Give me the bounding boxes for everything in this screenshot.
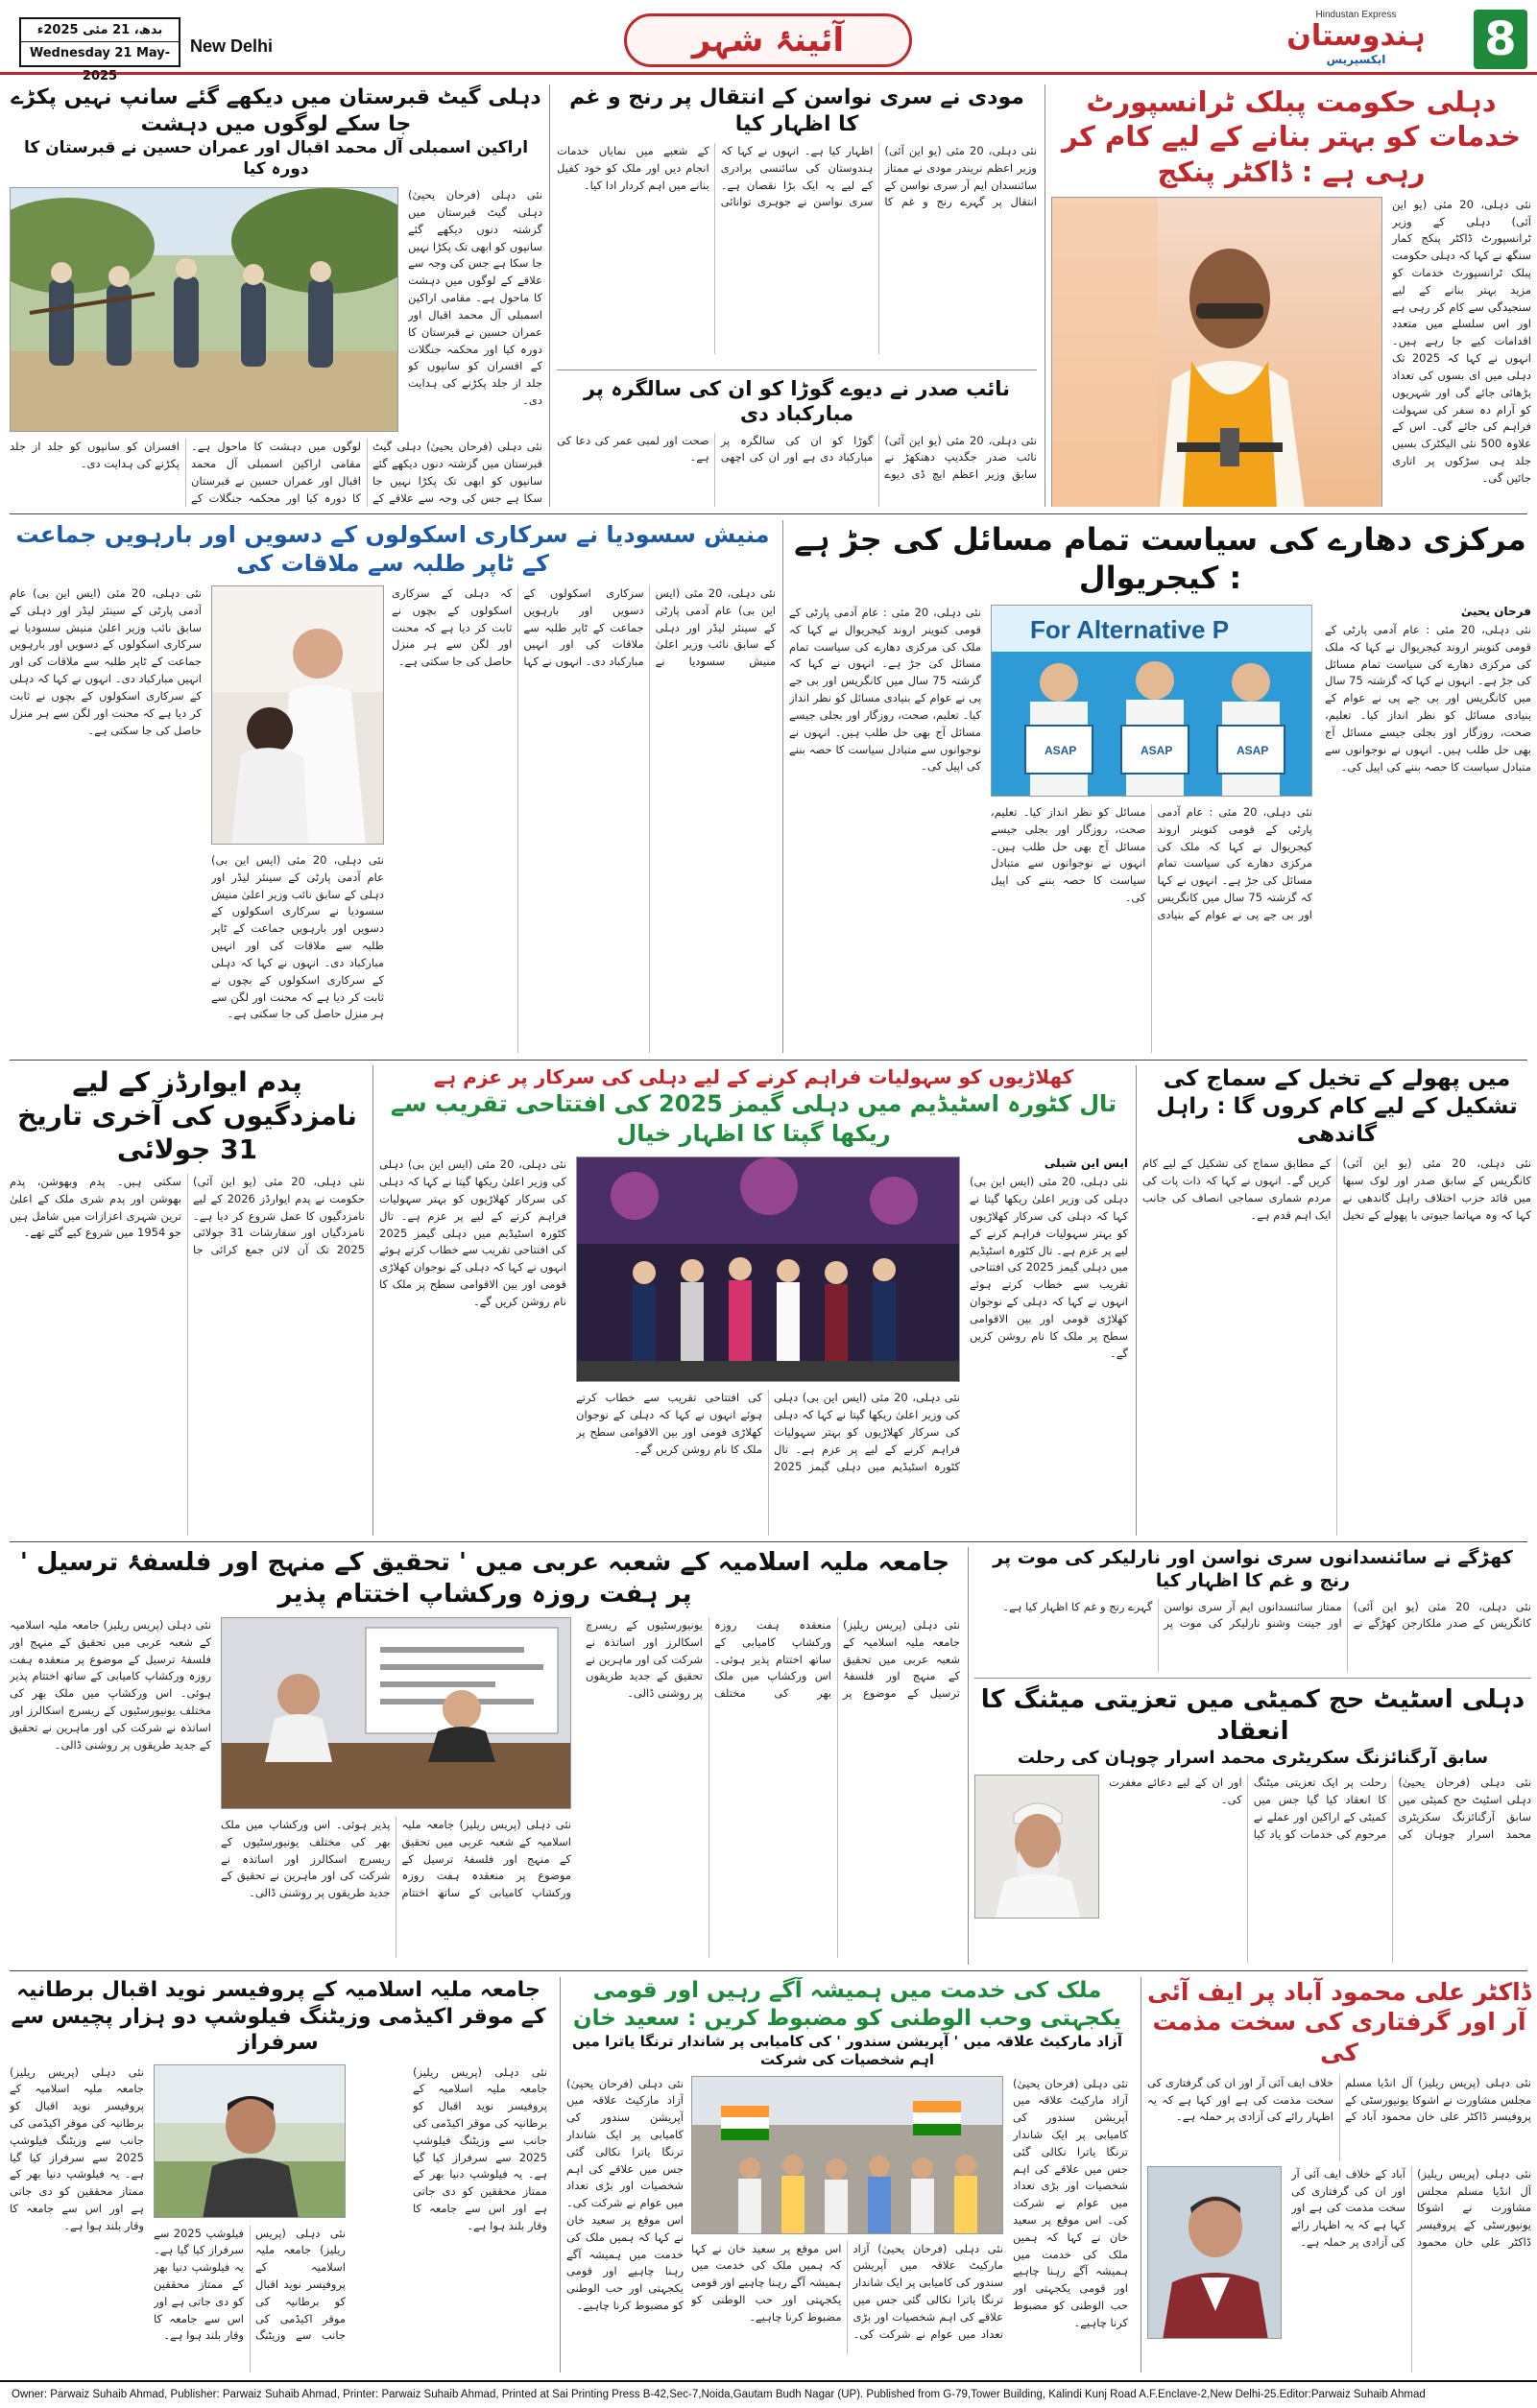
article-body-left-column: نئی دہلی (فرحان یحییٰ) آزاد مارکیٹ علاقہ میں آپریشن سندور کی کامیابی پر ایک شاندار ترنگا یاترا نکالی گئی جس میں علاقے کی اہم شخصیات اور بڑی تعداد میں عوام نے شرکت کی۔ اس موقع پر سعید خان نے کہا کہ ہمیں ملک کی خدمت میں ہمیشہ آگے رہنا چاہیے اور قومی یکجہتی اور حب الوطنی کو مضبوط کرنا چاہیے۔ <box>566 2076 684 2313</box>
photo-banner-text: For Alternative P <box>1030 615 1230 644</box>
photo-tiranga-image <box>692 2077 1003 2234</box>
row-divider <box>10 513 1527 514</box>
photo-kejriwal-image <box>992 606 1312 797</box>
byline: ایس این شبلی <box>1044 1156 1128 1171</box>
masthead <box>0 0 1537 83</box>
photo-graveyard-image <box>11 188 398 432</box>
photo-jamia-workshop <box>221 1617 571 1809</box>
article-body: نئی دہلی (فرحان یحییٰ) دہلی اسٹیٹ حج کمیٹی میں سابق آرگنائزنگ سکریٹری محمد اسرار چوہان کی رحلت پر ایک تعزیتی میٹنگ کا انعقاد کیا گیا جس میں کمیٹی کے اراکین اور عملے نے مرحوم کی خدمات کو یاد کیا اور ان کے لیے دعائے مغفرت کی۔ <box>1109 1776 1531 1841</box>
subheadline: اراکین اسمبلی آل محمد اقبال اور عمران حسین نے قبرستان کا دورہ کیا <box>23 138 529 179</box>
photo-badge-text: ASAP <box>1045 744 1077 757</box>
row-divider <box>10 1541 1527 1542</box>
photo-pankaj-image <box>1052 198 1382 507</box>
photo-naveed-iqbal <box>154 2064 346 2218</box>
headline: مودی نے سری نواسن کے انتقال پر رنج و غم کا اظہار کیا <box>569 85 1024 136</box>
article-body: نئی دہلی، 20 مئی (یو این آئی) نائب صدر جگدیپ دھنکھڑ نے سابق وزیر اعظم ایچ ڈی دیوے گوڑا کو ان کی سالگرہ پر مبارکباد دی ہے اور ان کی اچھی صحت اور لمبی عمر کی دعا کی ہے۔ <box>557 433 1037 482</box>
column-rule <box>1136 1065 1137 1536</box>
story-haj <box>974 1684 1531 1963</box>
story-sisodia <box>10 520 776 1053</box>
story-vice-president <box>557 376 1037 507</box>
story-padma <box>10 1065 365 1536</box>
article-body-continued: نئی دہلی (پریس ریلیز) جامعہ ملیہ اسلامیہ کے پروفیسر نوید اقبال کو برطانیہ کی موقر اکیڈمی کی جانب سے وزیٹنگ فیلوشپ 2025 سے سرفراز کیا گیا ہے۔ یہ فیلوشپ دنیا بھر کے ممتاز محققین کو دی جاتی ہے اور اس سے جامعہ کا وقار بلند ہوا ہے۔ <box>154 2226 346 2343</box>
story-rekha <box>379 1065 1128 1536</box>
article-body-left-column: نئی دہلی، 20 مئی (ایس این بی) دہلی کی وزیر اعلیٰ ریکھا گپتا نے کہا کہ دہلی کی سرکار کھلاڑیوں کو بہتر سہولیات فراہم کرنے کے لیے پر عزم ہے۔ تال کٹورہ اسٹیڈیم میں دہلی گیمز 2025 کی افتتاحی تقریب سے خطاب کرتے ہوئے انہوں نے کہا کہ دہلی کے نوجوان کھلاڑی قومی اور بین الاقوامی سطح پر ملک کا نام روشن کریں گے۔ <box>379 1157 566 1308</box>
story-transport <box>1051 84 1531 507</box>
headline: میں پھولے کے تخیل کے سماج کی تشکیل کے لیے کام کروں گا : راہل گاندھی <box>1156 1066 1518 1147</box>
article-body-continued: نئی دہلی، 20 مئی (ایس این بی) عام آدمی پارٹی کے سینئر لیڈر اور دہلی کے سابق نائب وزیر اعلیٰ منیش سسودیا نے سرکاری اسکولوں کے دسویں اور بارہویں جماعت کے ٹاپر طلبہ سے ملاقات کی اور انہیں مبارکباد دی۔ انہوں نے کہا کہ دہلی کے سرکاری اسکولوں کے بچوں نے ثابت کر دیا ہے کہ محنت اور لگن سے ہر منزل حاصل کی جا سکتی ہے۔ <box>10 586 202 737</box>
story-ali-mahmood <box>1147 1977 1531 2372</box>
photo-naveed-image <box>155 2065 346 2218</box>
headline: جامعہ ملیہ اسلامیہ کے شعبہ عربی میں ' تحقیق کے منہج اور فلسفۂ ترسیل ' پر ہفت روزہ ورکشاپ اختتام پذیر <box>19 1548 950 1609</box>
logo-name: ہندوستان <box>1286 19 1426 53</box>
photo-ali-image <box>1148 2167 1282 2339</box>
imprint-footer: Owner: Parwaiz Suhaib Ahmad, Publisher: Parwaiz Suhaib Ahmad, Printer: Parwaiz Suhaib Ahmad, Printed at Sai Printing Press B-42,Sec-7,Noida,Gautam Budh Nagar (UP). Published from G-79,Tower Building, Kalindi Kunj Road A.F.Enclave-2,New Delhi-25.Editor:Parwaiz Suhaib Ahmad <box>0 2380 1537 2408</box>
article-body-continued: نئی دہلی (فرحان یحییٰ) دہلی گیٹ قبرستان میں گزشتہ دنوں دیکھے گئے سانپوں کو ابھی تک پکڑا نہیں جا سکا ہے جس کی وجہ سے علاقے کے لوگوں میں دہشت کا ماحول ہے۔ مقامی اراکین اسمبلی آل محمد اقبال اور عمران حسین نے قبرستان کا دورہ کیا اور محکمہ جنگلات کے افسران کو سانپوں کو جلد از جلد پکڑنے کی ہدایت دی۔ <box>10 440 542 505</box>
column-rule <box>549 84 550 507</box>
article-body: نئی دہلی، 20 مئی (ایس این بی) دہلی کی وزیر اعلیٰ ریکھا گپتا نے کہا کہ دہلی کی سرکار کھلاڑیوں کو بہتر سہولیات فراہم کرنے کے لیے پر عزم ہے۔ تال کٹورہ اسٹیڈیم میں دہلی گیمز 2025 کی افتتاحی تقریب سے خطاب کرتے ہوئے انہوں نے کہا کہ دہلی کے نوجوان کھلاڑی قومی اور بین الاقوامی سطح پر ملک کا نام روشن کریں گے۔ <box>970 1175 1128 1360</box>
article-body: نئی دہلی (پریس ریلیز) آل انڈیا مسلم مجلس مشاورت نے اشوکا یونیورسٹی کے پروفیسر ڈاکٹر علی خان محمود آباد کے خلاف ایف آئی آر اور ان کی گرفتاری کی سخت مذمت کی ہے اور کہا ہے کہ یہ اظہار رائے کی آزادی پر حملہ ہے۔ <box>1147 2075 1531 2124</box>
date-box <box>19 17 180 83</box>
photo-graveyard <box>10 187 398 432</box>
article-body: نئی دہلی (فرحان یحییٰ) دہلی گیٹ قبرستان میں گزشتہ دنوں دیکھے گئے سانپوں کو ابھی تک پکڑا نہیں جا سکا ہے جس کی وجہ سے علاقے کے لوگوں میں دہشت کا ماحول ہے۔ مقامی اراکین اسمبلی آل محمد اقبال اور عمران حسین نے قبرستان کا دورہ کیا اور محکمہ جنگلات کے افسران کو سانپوں کو جلد از جلد پکڑنے کی ہدایت دی۔ <box>408 188 542 407</box>
headline: پدم ایوارڈز کے لیے نامزدگیوں کی آخری تاریخ 31 جولائی <box>17 1066 357 1165</box>
headline: نائب صدر نے دیوے گوڑا کو ان کی سالگرہ پر مبارکباد دی <box>583 377 1011 426</box>
article-body: نئی دہلی، 20 مئی (یو این آئی) حکومت نے پدم ایوارڈز 2026 کے لیے نامزدگیوں کا عمل شروع کر دیا ہے۔ نامزدگیاں اور سفارشات 31 جولائی 2025 تک آن لائن جمع کرائی جا سکتی ہیں۔ پدم وبھوشن، پدم بھوشن اور پدم شری ملک کے اعلیٰ ترین شہری اعزازات میں شامل ہیں جو 1954 میں شروع کیے گئے تھے۔ <box>10 1175 365 1257</box>
photo-sisodia-students <box>211 585 384 845</box>
headline: ڈاکٹر علی محمود آباد پر ایف آئی آر اور گرفتاری کی سخت مذمت کی <box>1147 1978 1531 2066</box>
story-divider <box>974 1678 1531 1679</box>
article-body-continued: نئی دہلی (پریس ریلیز) جامعہ ملیہ اسلامیہ کے شعبہ عربی میں تحقیق کے منہج اور فلسفۂ ترسیل کے موضوع پر منعقدہ ہفت روزہ ورکشاپ کامیابی کے ساتھ اختتام پذیر ہوئی۔ اس ورکشاپ میں ملک بھر کی مختلف یونیورسٹیوں کے ریسرچ اسکالرز اور اساتذہ نے شرکت کی اور ماہرین نے تحقیق کے جدید طریقوں پر روشنی ڈالی۔ <box>221 1818 571 1900</box>
story-kharge <box>974 1547 1531 1672</box>
story-kejriwal <box>789 520 1531 1053</box>
article-body: نئی دہلی (پریس ریلیز) جامعہ ملیہ اسلامیہ کے شعبہ عربی میں تحقیق کے منہج اور فلسفۂ ترسیل کے موضوع پر منعقدہ ہفت روزہ ورکشاپ کامیابی کے ساتھ اختتام پذیر ہوئی۔ اس ورکشاپ میں ملک بھر کی مختلف یونیورسٹیوں کے ریسرچ اسکالرز اور اساتذہ نے شرکت کی اور ماہرین نے تحقیق کے جدید طریقوں پر روشنی ڈالی۔ <box>586 1618 960 1701</box>
headline: کھلاڑیوں کو سہولیات فراہم کرنے کے لیے دہلی کی سرکار پر عزم ہے <box>433 1065 1074 1088</box>
headline: منیش سسودیا نے سرکاری اسکولوں کے دسویں اور بارہویں جماعت کے ٹاپر طلبہ سے ملاقات کی <box>15 521 770 577</box>
subheadline: تال کٹورہ اسٹیڈیم میں دہلی گیمز 2025 کی افتتاحی تقریب سے ریکھا گپتا کا اظہار خیال <box>390 1090 1117 1148</box>
story-naveed-iqbal <box>10 1977 547 2372</box>
story-saeed-khan <box>566 1977 1128 2372</box>
photo-pankaj <box>1051 197 1382 507</box>
story-modi <box>557 84 1037 363</box>
photo-badge-text: ASAP <box>1237 744 1269 757</box>
article-body-continued: نئی دہلی (پریس ریلیز) آل انڈیا مسلم مجلس مشاورت نے اشوکا یونیورسٹی کے پروفیسر ڈاکٹر علی خان محمود آباد کے خلاف ایف آئی آر اور ان کی گرفتاری کی سخت مذمت کی ہے اور کہا ہے کہ یہ اظہار رائے کی آزادی پر حملہ ہے۔ <box>1291 2166 1531 2249</box>
photo-ali-mahmood <box>1147 2166 1282 2339</box>
page-number: 8 <box>1474 10 1527 69</box>
article-body-under-photo: نئی دہلی، 20 مئی (ایس این بی) عام آدمی پارٹی کے سینئر لیڈر اور دہلی کے سابق نائب وزیر اعلیٰ منیش سسودیا نے سرکاری اسکولوں کے دسویں اور بارہویں جماعت کے ٹاپر طلبہ سے ملاقات کی اور انہیں مبارکباد دی۔ انہوں نے کہا کہ دہلی کے سرکاری اسکولوں کے بچوں نے ثابت کر دیا ہے کہ محنت اور لگن سے ہر منزل حاصل کی جا سکتی ہے۔ <box>211 853 384 1021</box>
photo-delhi-games-image <box>577 1157 960 1382</box>
article-body-left-column: نئی دہلی (پریس ریلیز) جامعہ ملیہ اسلامیہ کے شعبہ عربی میں تحقیق کے منہج اور فلسفۂ ترسیل کے موضوع پر منعقدہ ہفت روزہ ورکشاپ کامیابی کے ساتھ اختتام پذیر ہوئی۔ اس ورکشاپ میں ملک بھر کی مختلف یونیورسٹیوں کے ریسرچ اسکالرز اور اساتذہ نے شرکت کی اور ماہرین نے تحقیق کے جدید طریقوں پر روشنی ڈالی۔ <box>10 1618 211 1752</box>
article-body: نئی دہلی، 20 مئی (ایس این بی) عام آدمی پارٹی کے سینئر لیڈر اور دہلی کے سابق نائب وزیر اعلیٰ منیش سسودیا نے سرکاری اسکولوں کے دسویں اور بارہویں جماعت کے ٹاپر طلبہ سے ملاقات کی اور انہیں مبارکباد دی۔ انہوں نے کہا کہ دہلی کے سرکاری اسکولوں کے بچوں نے ثابت کر دیا ہے کہ محنت اور لگن سے ہر منزل حاصل کی جا سکتی ہے۔ <box>392 586 776 669</box>
story-rahul <box>1142 1065 1531 1536</box>
photo-badge-text: ASAP <box>1141 744 1173 757</box>
logo-tagline: Hindustan Express <box>1315 10 1397 20</box>
headline: دہلی اسٹیٹ حج کمیٹی میں تعزیتی میٹنگ کا انعقاد <box>980 1685 1525 1746</box>
photo-kejriwal-press <box>991 605 1312 797</box>
row-divider <box>10 1060 1527 1061</box>
article-body: نئی دہلی، 20 مئی (یو این آئی) کانگریس کے سابق صدر اور لوک سبھا میں قائد حزب اختلاف راہل گاندھی نے کہا کہ وہ مہاتما جیوتی با پھولے کے تخیل کے مطابق سماج کی تشکیل کے لیے کام کریں گے۔ انہوں نے کہا کہ ذات پات کی مردم شماری سماجی انصاف کی جانب ایک اہم قدم ہے۔ <box>1142 1156 1531 1222</box>
article-body-left-column: نئی دہلی (پریس ریلیز) جامعہ ملیہ اسلامیہ کے پروفیسر نوید اقبال کو برطانیہ کی موقر اکیڈمی کی جانب سے وزیٹنگ فیلوشپ 2025 سے سرفراز کیا گیا ہے۔ یہ فیلوشپ دنیا بھر کے ممتاز محققین کو دی جاتی ہے اور اس سے جامعہ کا وقار بلند ہوا ہے۔ <box>10 2064 144 2232</box>
photo-tiranga-yatra <box>691 2076 1003 2234</box>
story-jamia-workshop <box>10 1547 960 1965</box>
article-body-continued: نئی دہلی (فرحان یحییٰ) آزاد مارکیٹ علاقہ میں آپریشن سندور کی کامیابی پر ایک شاندار ترنگا یاترا نکالی گئی جس میں علاقے کی اہم شخصیات اور بڑی تعداد میں عوام نے شرکت کی۔ اس موقع پر سعید خان نے کہا کہ ہمیں ملک کی خدمت میں ہمیشہ آگے رہنا چاہیے اور قومی یکجہتی اور حب الوطنی کو مضبوط کرنا چاہیے۔ <box>691 2241 1003 2341</box>
story-delhi-gate <box>10 84 542 507</box>
article-body: نئی دہلی، 20 مئی (یو این آئی) وزیر اعظم نریندر مودی نے ممتاز سائنسدان ایم آر سری نواسن کے انتقال پر گہرے رنج و غم کا اظہار کیا ہے۔ انہوں نے کہا کہ ہندوستان کی سائنسی برادری کے لیے یہ ایک بڑا نقصان ہے۔ سری نواسن نے جوہری توانائی کے شعبے میں نمایاں خدمات انجام دیں اور ملک کو خود کفیل بنانے میں اہم کردار ادا کیا۔ <box>557 144 1037 209</box>
headline: مرکزی دھارے کی سیاست تمام مسائل کی جڑ ہے : کیجریوال <box>794 521 1526 596</box>
column-rule <box>372 1065 373 1536</box>
date-english: Wednesday 21 May-2025 <box>29 46 171 83</box>
logo-sub: ایکسپریس <box>1326 53 1386 66</box>
photo-sisodia-image <box>212 586 384 845</box>
column-rule <box>560 1977 561 2372</box>
date-urdu: بدھ، 21 مئی 2025ء <box>21 19 179 42</box>
headline: جامعہ ملیہ اسلامیہ کے پروفیسر نوید اقبال برطانیہ کے موقر اکیڈمی وزیٹنگ فیلوشپ دو ہزار پچیس سے سرفراز <box>11 1978 546 2055</box>
subheadline: سابق آرگنائزنگ سکریٹری محمد اسرار چوہان کی رحلت <box>1017 1748 1489 1768</box>
column-rule <box>968 1547 969 1965</box>
headline: دہلی حکومت پبلک ٹرانسپورٹ خدمات کو بہتر بنانے کے لیے کام کر رہی ہے : ڈاکٹر پنکج <box>1061 85 1522 188</box>
article-body: نئی دہلی، 20 مئی (یو این آئی) کانگریس کے صدر ملکارجن کھڑگے نے ممتاز سائنسدانوں ایم آر سری نواسن اور جینت وشنو نارلیکر کی موت پر گہرے رنج و غم کا اظہار کیا ہے۔ <box>1002 1599 1531 1631</box>
article-body: نئی دہلی (فرحان یحییٰ) آزاد مارکیٹ علاقہ میں آپریشن سندور کی کامیابی پر ایک شاندار ترنگا یاترا نکالی گئی جس میں علاقے کی اہم شخصیات اور بڑی تعداد میں عوام نے شرکت کی۔ اس موقع پر سعید خان نے کہا کہ ہمیں ملک کی خدمت میں ہمیشہ آگے رہنا چاہیے اور قومی یکجہتی اور حب الوطنی کو مضبوط کرنا چاہیے۔ <box>1013 2076 1128 2329</box>
article-body: نئی دہلی، 20 مئی : عام آدمی پارٹی کے قومی کنوینر اروند کیجریوال نے کہا کہ ملک کی مرکزی دھارے کی سیاست تمام مسائل کی جڑ ہے۔ انہوں نے کہا کہ گزشتہ 75 سال میں کانگریس اور بی جے پی نے عوام کے بنیادی مسائل کو نظر انداز کیا۔ تعلیم، صحت، روزگار اور بجلی جیسے مسائل آج بھی حل طلب ہیں۔ انہوں نے نوجوانوں سے متبادل سیاست کا حصہ بننے کی اپیل کی۔ <box>1325 623 1531 774</box>
subheadline: آزاد مارکیٹ علاقہ میں ' آپریشن سندور ' کی کامیابی پر شاندار ترنگا یاترا میں اہم شخصیات کی شرکت <box>571 2032 1123 2068</box>
article-body-continued: نئی دہلی، 20 مئی : عام آدمی پارٹی کے قومی کنوینر اروند کیجریوال نے کہا کہ ملک کی مرکزی دھارے کی سیاست تمام مسائل کی جڑ ہے۔ انہوں نے کہا کہ گزشتہ 75 سال میں کانگریس اور بی جے پی نے عوام کے بنیادی مسائل کو نظر انداز کیا۔ تعلیم، صحت، روزگار اور بجلی جیسے مسائل آج بھی حل طلب ہیں۔ انہوں نے نوجوانوں سے متبادل سیاست کا حصہ بننے کی اپیل کی۔ <box>991 805 1312 921</box>
article-body: نئی دہلی، 20 مئی (یو این آئی) دہلی کے وزیر ٹرانسپورٹ ڈاکٹر پنکج کمار سنگھ نے کہا کہ دہلی حکومت پبلک ٹرانسپورٹ خدمات کو مزید بہتر بنانے کے لیے سنجیدگی سے کام کر رہی ہے اور اس سلسلے میں متعدد اقدامات کیے جا رہے ہیں۔ انہوں نے کہا کہ 2025 تک دہلی میں ای بسوں کی تعداد بڑھائی جائے گی اور شہریوں کو آرام دہ سفر کی سہولت فراہم کی جائے گی۔ اس کے علاوہ 500 نئی الیکٹرک بسیں جلد ہی سڑکوں پر اتاری جائیں گی۔ <box>1392 197 1531 485</box>
city-label: New Delhi <box>190 36 274 56</box>
row-divider <box>10 1970 1527 1971</box>
article-body-left-column: نئی دہلی، 20 مئی : عام آدمی پارٹی کے قومی کنوینر اروند کیجریوال نے کہا کہ ملک کی مرکزی دھارے کی سیاست تمام مسائل کی جڑ ہے۔ انہوں نے کہا کہ گزشتہ 75 سال میں کانگریس اور بی جے پی نے عوام کے بنیادی مسائل کو نظر انداز کیا۔ تعلیم، صحت، روزگار اور بجلی جیسے مسائل آج بھی حل طلب ہیں۔ انہوں نے نوجوانوں سے متبادل سیاست کا حصہ بننے کی اپیل کی۔ <box>789 606 981 774</box>
headline: دہلی گیٹ قبرستان میں دیکھے گئے سانپ نہیں پکڑے جا سکے لوگوں میں دہشت <box>11 85 541 136</box>
article-body: نئی دہلی (پریس ریلیز) جامعہ ملیہ اسلامیہ کے پروفیسر نوید اقبال کو برطانیہ کی موقر اکیڈمی کی جانب سے وزیٹنگ فیلوشپ 2025 سے سرفراز کیا گیا ہے۔ یہ فیلوشپ دنیا بھر کے ممتاز محققین کو دی جاتی ہے اور اس سے جامعہ کا وقار بلند ہوا ہے۔ <box>413 2064 547 2232</box>
photo-israr-image <box>975 1776 1099 1919</box>
photo-delhi-games <box>576 1156 960 1382</box>
column-rule <box>782 520 783 1053</box>
photo-workshop-image <box>222 1618 571 1809</box>
photo-israr-chauhan <box>974 1775 1099 1919</box>
article-body-continued: نئی دہلی، 20 مئی (ایس این بی) دہلی کی وزیر اعلیٰ ریکھا گپتا نے کہا کہ دہلی کی سرکار کھلاڑیوں کو بہتر سہولیات فراہم کرنے کے لیے پر عزم ہے۔ تال کٹورہ اسٹیڈیم میں دہلی گیمز 2025 کی افتتاحی تقریب سے خطاب کرتے ہوئے انہوں نے کہا کہ دہلی کے نوجوان کھلاڑی قومی اور بین الاقوامی سطح پر ملک کا نام روشن کریں گے۔ <box>576 1391 960 1473</box>
headline: کھڑگے نے سائنسدانوں سری نواسن اور نارلیکر کی موت پر رنج و غم کا اظہار کیا <box>993 1547 1513 1591</box>
byline: فرحان یحییٰ <box>1460 605 1531 618</box>
section-title: آئینۂ شہر <box>624 13 912 67</box>
headline: ملک کی خدمت میں ہمیشہ آگے رہیں اور قومی یکجہتی وحب الوطنی کو مضبوط کریں : سعید خان <box>573 1978 1121 2031</box>
newspaper-logo <box>1248 10 1464 69</box>
